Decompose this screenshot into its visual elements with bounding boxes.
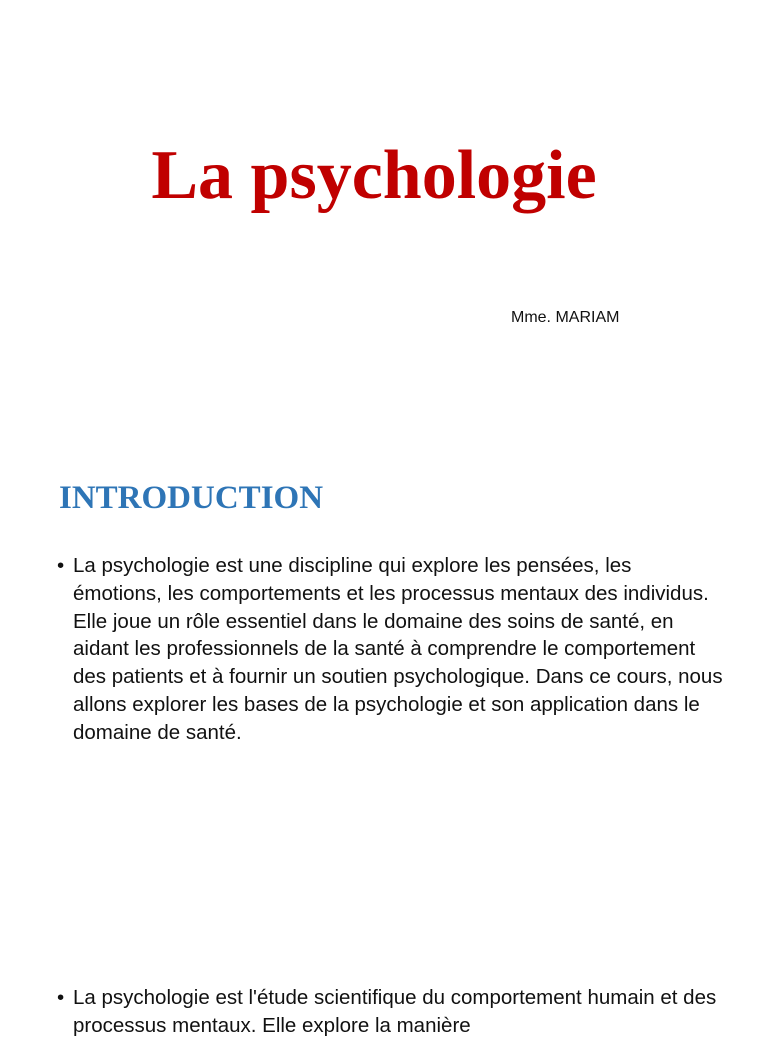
page-title: La psychologie xyxy=(151,137,597,214)
author-name: Mme. MARIAM xyxy=(511,309,620,326)
list-item: • La psychologie est une discipline qui explore les pensées, les émotions, les comportements et les processus mentaux des individus. Elle joue un rôle essentiel dans le domaine des soins de santé, en aidant les professionnels de la santé à comprendre le comportement des patients et à fournir un soutien psychologique. Dans ce cours, nous allons explorer les bases de la psychologie et son application dans le domaine de santé. xyxy=(73,552,723,747)
list-item: • La psychologie est l'étude scientifique du comportement humain et des processus mentaux. Elle explore la manière xyxy=(73,984,723,1040)
section-heading: INTRODUCTION xyxy=(59,480,324,516)
